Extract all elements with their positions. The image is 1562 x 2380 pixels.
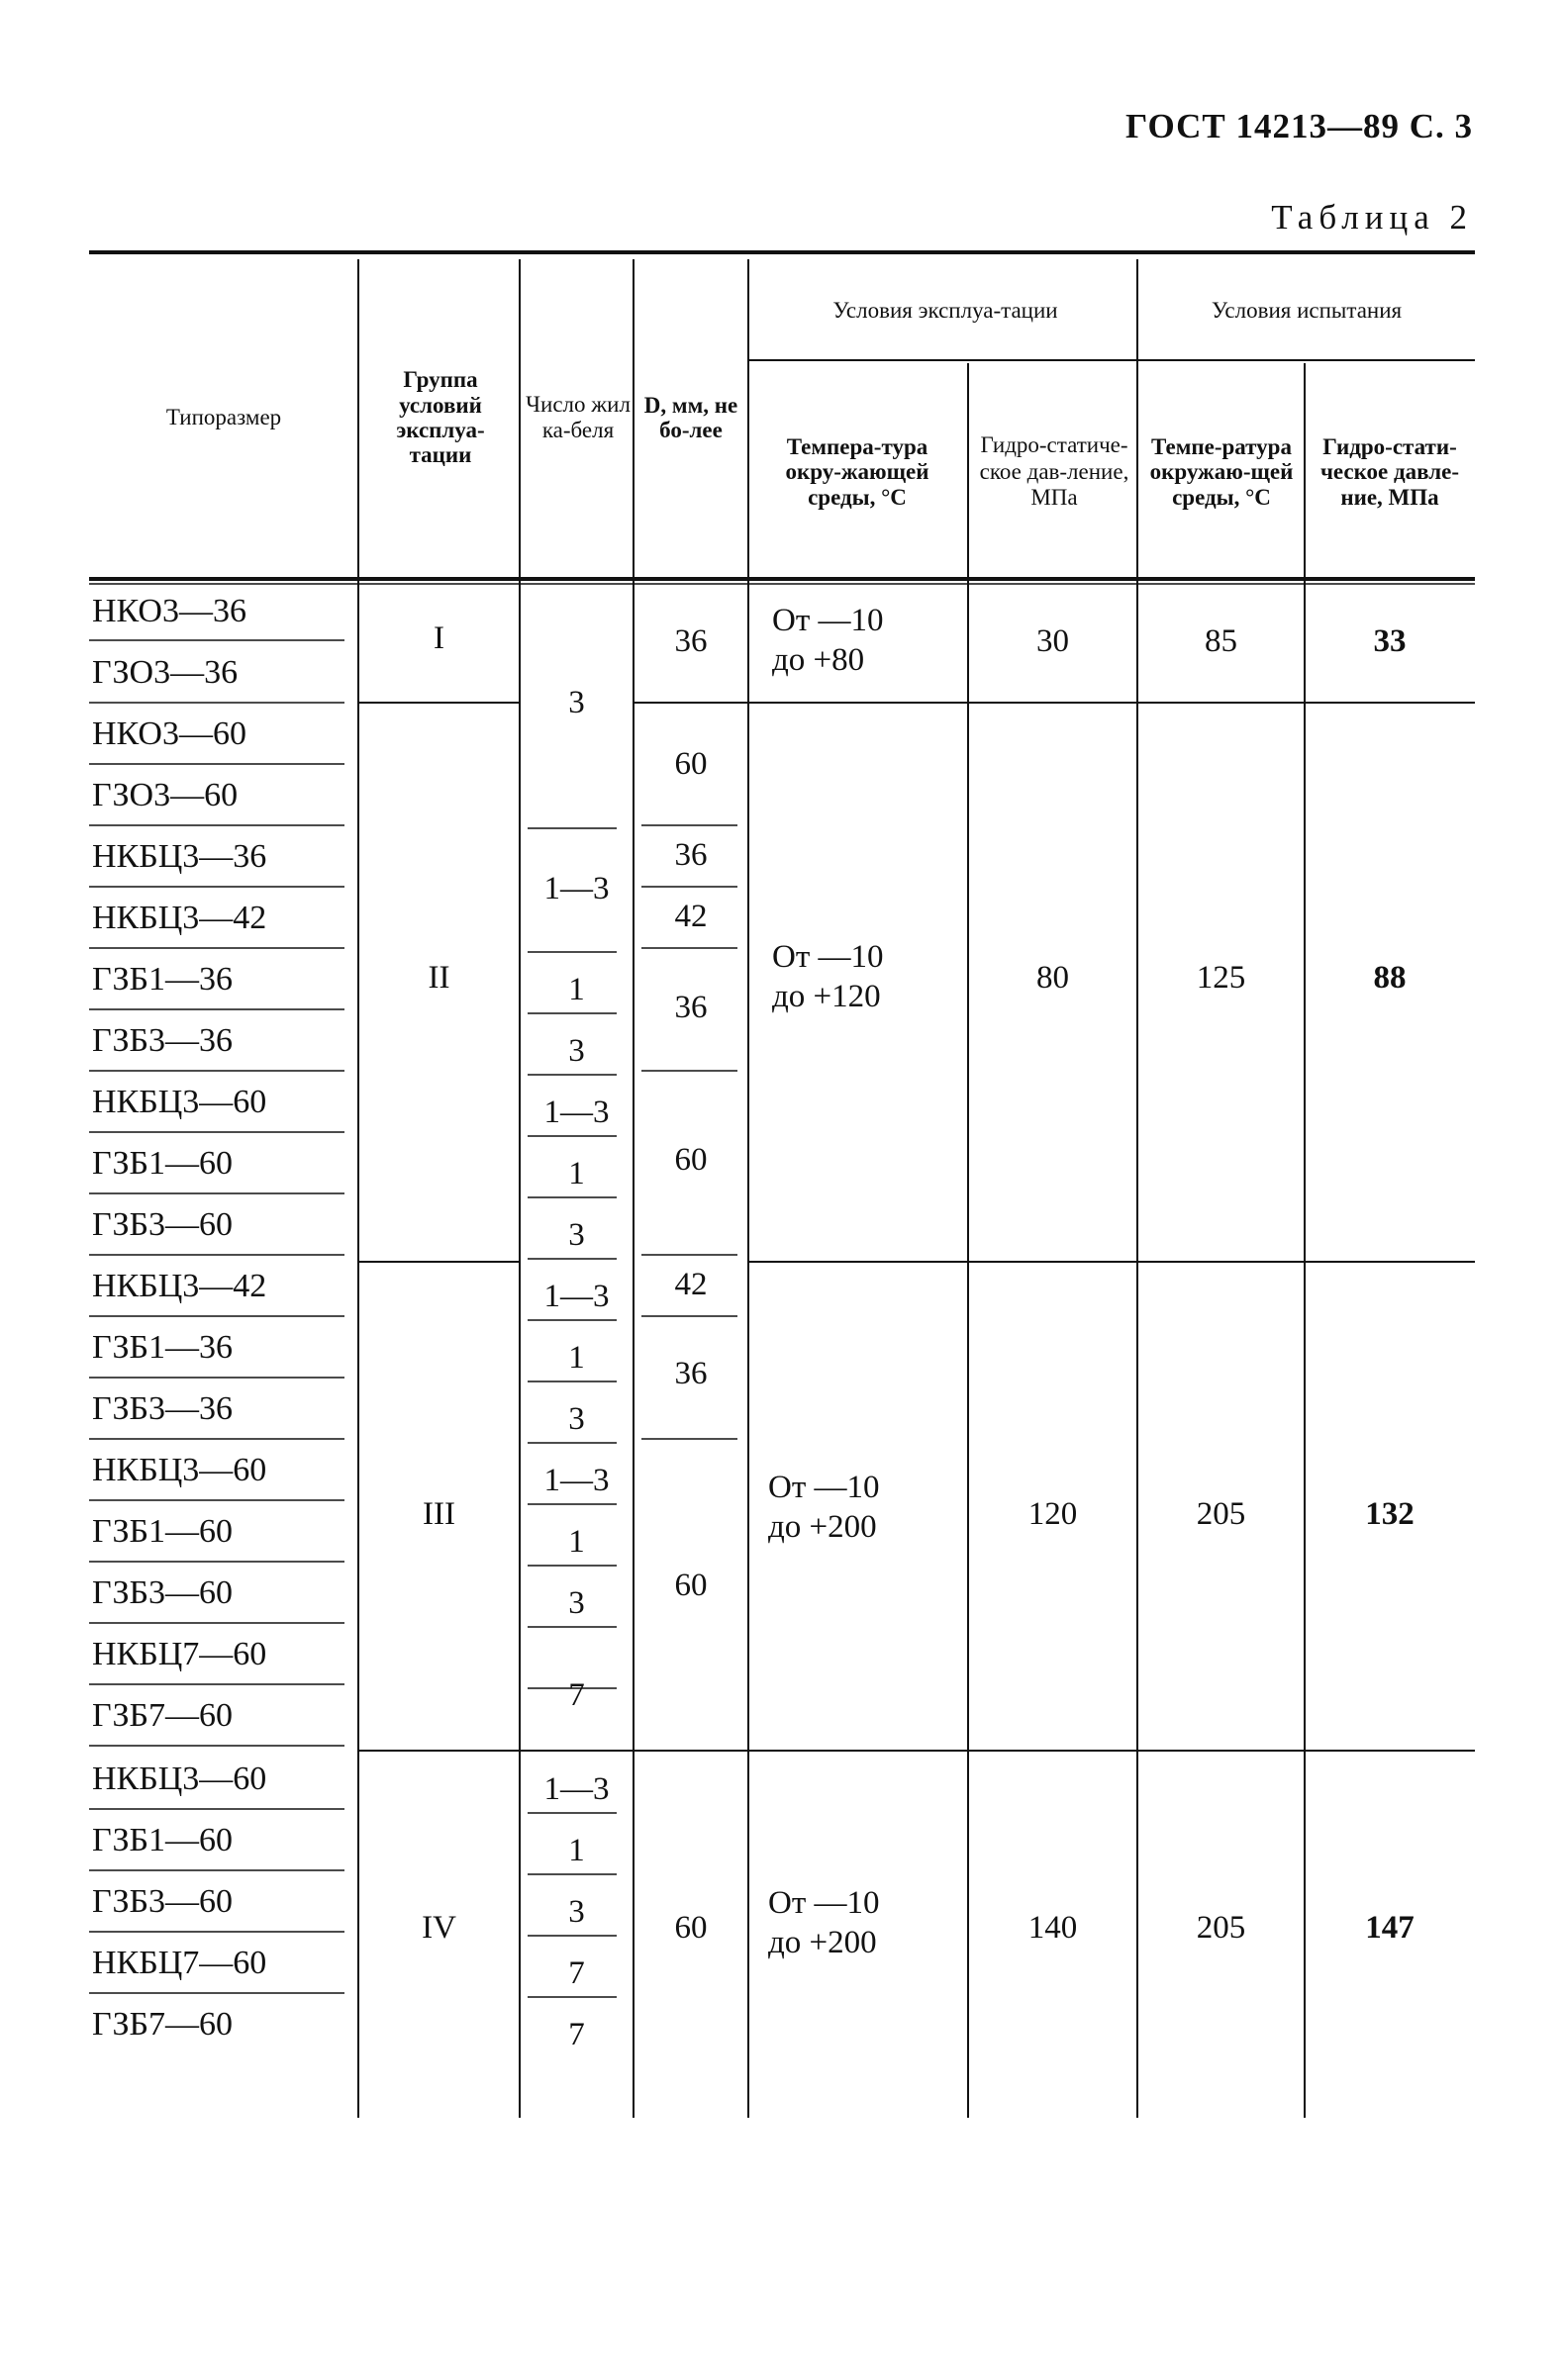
diameter-cell: 36 (674, 837, 708, 873)
op-temp-from: От —10 (768, 1885, 880, 1921)
test-temp-cell: 85 (1205, 623, 1237, 659)
cores-cell: 1—3 (543, 1095, 610, 1130)
group-cell: I (434, 620, 444, 656)
typesize-cell: ГЗО3—60 (92, 777, 239, 813)
typesize-cell: ГЗО3—36 (92, 654, 239, 691)
col-header-test-temp: Темпе-ратура окружаю-щей среды, °С (1149, 434, 1294, 510)
op-temp-range (772, 938, 884, 1016)
typesize-cell: НКБЦ3—60 (92, 1761, 267, 1797)
typesize-cell: ГЗБ1—60 (92, 1822, 234, 1858)
typesize-cell: ГЗБ3—36 (92, 1390, 234, 1427)
col-header-op-pressure: Гидро-статиче-ское дав-ление, МПа (979, 432, 1129, 511)
typesize-cell: ГЗБ1—60 (92, 1513, 234, 1550)
op-pressure-cell: 140 (1027, 1910, 1078, 1946)
test-temp-cell: 205 (1196, 1496, 1246, 1532)
page-header: ГОСТ 14213—89 С. 3 (1125, 107, 1473, 145)
diameter-cell: 60 (674, 746, 708, 782)
typesize-cell: НКБЦ7—60 (92, 1636, 267, 1672)
col-header-typesize: Типоразмер (165, 404, 282, 429)
cores-cell: 1—3 (543, 1279, 610, 1314)
test-pressure-cell: 88 (1373, 960, 1407, 996)
test-pressure-cell: 132 (1365, 1496, 1415, 1532)
data-table (89, 249, 1477, 2120)
typesize-cell: НКБЦ3—60 (92, 1452, 267, 1488)
col-header-cores: Число жил ка-беля (526, 391, 631, 442)
cores-cell: 1 (568, 1833, 585, 1868)
cores-cell: 3 (568, 1033, 585, 1069)
op-pressure-cell: 30 (1036, 623, 1069, 659)
op-temp-to: до +120 (772, 978, 881, 1014)
cores-cell: 3 (568, 1585, 585, 1621)
test-temp-cell: 125 (1196, 960, 1246, 996)
typesize-cell: НКБЦ7—60 (92, 1945, 267, 1981)
cores-cell: 1—3 (543, 1771, 610, 1807)
op-temp-range (768, 1469, 880, 1547)
typesize-cell: ГЗБ3—60 (92, 1883, 234, 1920)
typesize-cell: НКБЦ3—42 (92, 1268, 267, 1304)
typesize-cell: НКО3—36 (92, 593, 246, 629)
op-temp-range (772, 602, 884, 680)
typesize-cell: ГЗБ7—60 (92, 2006, 234, 2043)
cores-cell: 1—3 (543, 1463, 610, 1498)
cores-cell: 1 (568, 1524, 585, 1560)
cores-cell: 7 (568, 1955, 585, 1991)
cores-cell: 7 (568, 2017, 585, 2052)
col-header-operation: Условия эксплуа-тации (832, 298, 1058, 324)
col-header-op-temp: Темпера-тура окру-жающей среды, °С (785, 434, 929, 510)
typesize-cell: НКО3—60 (92, 715, 246, 752)
cores-cell: 1 (568, 972, 585, 1007)
typesize-cell: ГЗБ3—60 (92, 1206, 234, 1243)
op-temp-to: до +80 (772, 641, 865, 678)
diameter-cell: 42 (674, 899, 708, 934)
test-pressure-cell: 147 (1365, 1910, 1415, 1946)
col-header-test: Условия испытания (1211, 298, 1403, 324)
diameter-cell: 36 (674, 1356, 708, 1391)
group-cell: IV (422, 1910, 456, 1946)
cores-cell: 3 (568, 685, 585, 720)
cores-cell: 3 (568, 1217, 585, 1253)
op-pressure-cell: 120 (1027, 1496, 1078, 1532)
op-temp-from: От —10 (772, 939, 884, 975)
op-temp-to: до +200 (768, 1508, 877, 1545)
typesize-cell: НКБЦ3—36 (92, 838, 267, 875)
cores-cell: 3 (568, 1894, 585, 1930)
test-temp-cell: 205 (1196, 1910, 1246, 1946)
op-pressure-cell: 80 (1036, 960, 1069, 996)
col-header-test-pressure: Гидро-стати-ческое давле-ние, МПа (1319, 434, 1460, 510)
group-cell: III (423, 1496, 455, 1532)
typesize-cell: ГЗБ1—36 (92, 1329, 234, 1366)
cores-cell: 1—3 (543, 871, 610, 906)
op-temp-from: От —10 (772, 603, 884, 638)
diameter-cell: 42 (674, 1267, 708, 1302)
cores-cell: 7 (568, 1677, 585, 1713)
op-temp-to: до +200 (768, 1924, 877, 1960)
typesize-cell: НКБЦ3—42 (92, 900, 267, 936)
typesize-cell: ГЗБ7—60 (92, 1697, 234, 1734)
op-temp-from: От —10 (768, 1470, 880, 1505)
diameter-cell: 60 (674, 1142, 708, 1178)
diameter-cell: 36 (674, 623, 708, 659)
op-temp-range (768, 1884, 880, 1962)
col-header-group: Группа условий эксплуа-тации (396, 367, 485, 468)
cores-cell: 1 (568, 1340, 585, 1376)
typesize-cell: ГЗБ3—36 (92, 1022, 234, 1059)
diameter-cell: 60 (674, 1568, 708, 1603)
typesize-cell: ГЗБ1—36 (92, 961, 234, 998)
typesize-cell: ГЗБ1—60 (92, 1145, 234, 1182)
diameter-cell: 36 (674, 990, 708, 1025)
cores-cell: 1 (568, 1156, 585, 1191)
typesize-cell: ГЗБ3—60 (92, 1574, 234, 1611)
typesize-cell: НКБЦ3—60 (92, 1084, 267, 1120)
table-caption: Таблица 2 (1271, 198, 1473, 237)
test-pressure-cell: 33 (1373, 623, 1407, 659)
col-header-diameter: D, мм, не бо-лее (643, 392, 738, 442)
group-cell: II (428, 960, 450, 996)
cores-cell: 3 (568, 1401, 585, 1437)
diameter-cell: 60 (674, 1910, 708, 1946)
